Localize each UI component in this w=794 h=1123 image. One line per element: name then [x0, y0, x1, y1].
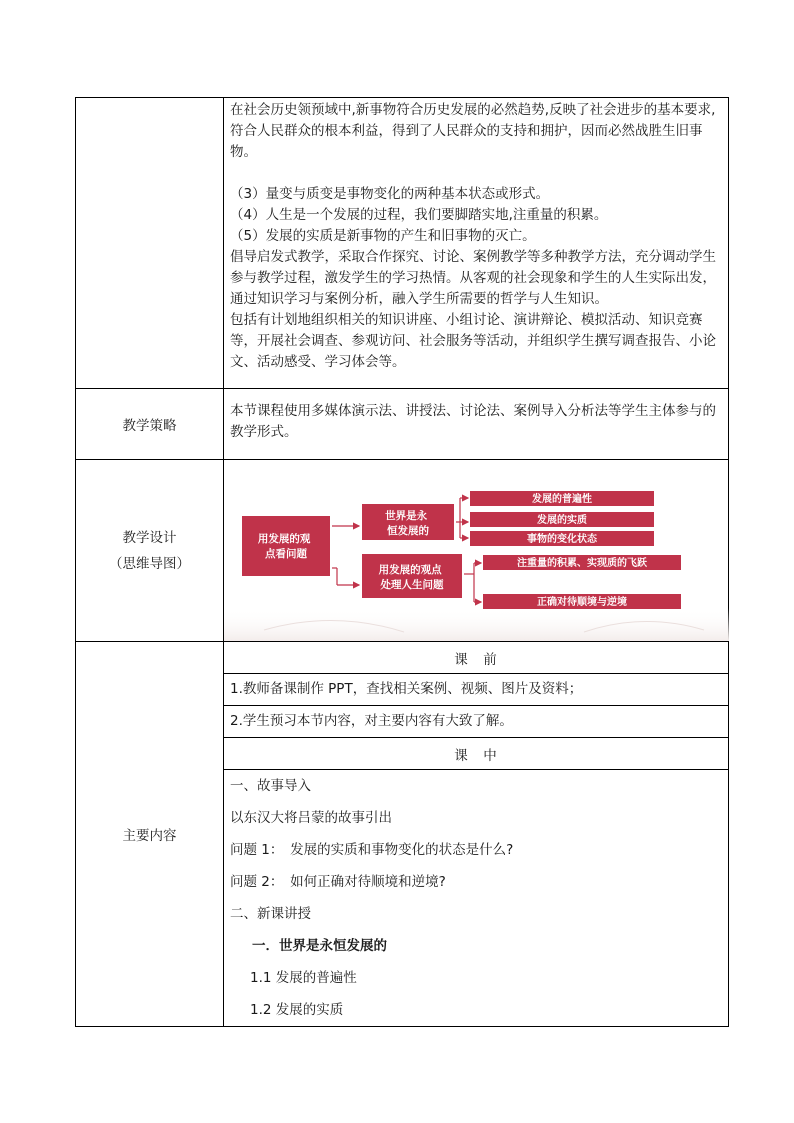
- before-item-1: 1.教师备课制作 PPT，查找相关案例、视频、图片及资料；: [224, 674, 728, 706]
- decorative-background: [224, 608, 729, 641]
- paragraph-new-things: 在社会历史领预域中,新事物符合历史发展的必然趋势,反映了社会进步的基本要求,符合人民群众的根本利益，得到了人民群众的支持和拥护，因而必然战胜生旧事物。: [230, 102, 716, 160]
- story-text: 以东汉大将吕蒙的故事引出: [230, 810, 392, 826]
- subsection-1-2: 1.2 发展的实质: [250, 1002, 344, 1018]
- paragraph-point-3: （3）量变与质变是事物变化的两种基本状态或形式。: [230, 186, 550, 202]
- before-item-2: 2.学生预习本节内容，对主要内容有大致了解。: [224, 706, 728, 738]
- continued-row: [76, 98, 729, 389]
- main-content-label: 主要内容: [76, 642, 224, 1027]
- strategy-cell: [224, 389, 729, 460]
- main-content-row: [76, 642, 729, 1027]
- question-1: 问题 1： 发展的实质和事物变化的状态是什么?: [230, 842, 514, 858]
- mindmap-branch2-text: 用发展的观点 处理人生问题: [378, 564, 444, 591]
- strategy-label: 教学策略: [76, 389, 224, 460]
- during-class-header: 课 中: [224, 738, 728, 770]
- during-class-content: [224, 770, 728, 1026]
- main-content-inner-table: [224, 642, 728, 770]
- mindmap-leaf-essence-text: 发展的实质: [537, 515, 587, 526]
- mindmap-leaf-accumulation-text: 注重量的积累、实现质的飞跃: [517, 558, 647, 569]
- mindmap-leaf-adversity-text: 正确对待顺境与逆境: [537, 597, 627, 608]
- subsection-1-1: 1.1 发展的普遍性: [250, 970, 357, 986]
- before-class-header: 课 前: [224, 642, 728, 674]
- paragraph-point-4: （4）人生是一个发展的过程，我们要脚踏实地,注重量的积累。: [230, 207, 608, 223]
- design-sublabel: （思维导图）: [109, 555, 190, 572]
- empty-label-cell: [76, 98, 224, 389]
- question-2: 问题 2： 如何正确对待顺境和逆境?: [230, 874, 446, 890]
- strategy-row: [76, 389, 729, 460]
- paragraph-point-5: （5）发展的实质是新事物的产生和旧事物的灭亡。: [230, 228, 536, 244]
- mindmap-root-text: 用发展的观 点看问题: [257, 533, 311, 560]
- mindmap-branch2-box: [362, 554, 462, 598]
- section-new-lesson: 二、新课讲授: [230, 906, 311, 922]
- section-story-intro: 一、故事导入: [230, 778, 311, 794]
- design-label-cell: [76, 460, 224, 642]
- strategy-text: 本节课程使用多媒体演示法、讲授法、讨论法、案例导入分析法等学生主体参与的教学形式。: [230, 403, 716, 440]
- mindmap-branch1-text: 世界是永 恒发展的: [385, 510, 429, 537]
- lesson-plan-table: [75, 97, 729, 1027]
- paragraph-activities: 包括有计划地组织相关的知识讲座、小组讨论、演讲辩论、模拟活动、知识竞赛等，开展社会调查、参观访问、社会服务等活动，并组织学生撰写调查报告、小论文、活动感受、学习体会等。: [230, 312, 716, 370]
- mindmap-cell: [224, 460, 729, 642]
- mindmap-root-box: [242, 516, 330, 576]
- mindmap-leaf-states-text: 事物的变化状态: [527, 534, 597, 545]
- main-content-cell: [224, 642, 729, 1027]
- design-label: 教学设计: [122, 529, 177, 546]
- mindmap: [224, 460, 729, 641]
- subsection-world-development: 一．世界是永恒发展的: [252, 938, 387, 954]
- continued-content-cell: [224, 98, 729, 389]
- design-row: [76, 460, 729, 642]
- paragraph-teaching-method: 倡导启发式教学，采取合作探究、讨论、案例教学等多种教学方法，充分调动学生参与教学过程，激发学生的学习热情。从客观的社会现象和学生的人生实际出发，通过知识学习与案例分析，融入学生所需要的哲学与人生知识。: [230, 249, 716, 307]
- mindmap-leaf-universality-text: 发展的普遍性: [532, 494, 592, 505]
